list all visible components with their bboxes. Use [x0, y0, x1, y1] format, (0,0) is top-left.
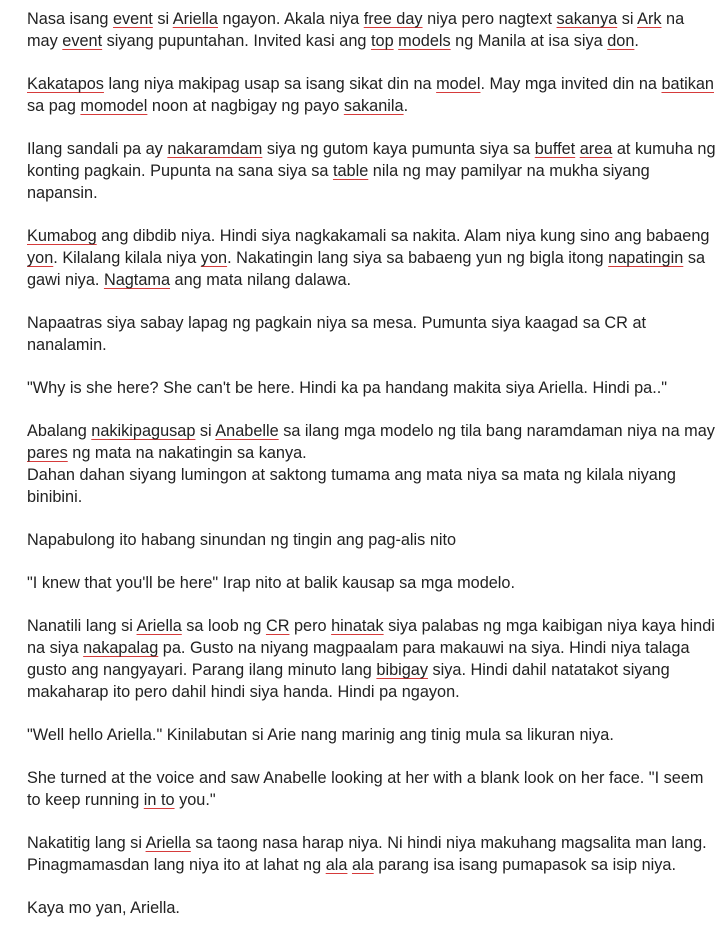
text-run: . — [634, 32, 639, 50]
text-line — [27, 659, 707, 681]
spellcheck-flagged-word: Ark — [637, 10, 662, 28]
text-line — [27, 420, 715, 442]
text-run: lang niya makipag usap sa isang sikat din na — [103, 75, 437, 93]
text-run: Ilang sandali pa ay — [27, 140, 168, 158]
text-line — [27, 138, 716, 160]
text-line — [27, 442, 707, 464]
story-paragraph — [27, 8, 707, 52]
text-run: "Why is she here? She can't be here. Hindi ka pa handang makita siya Ariella. Hindi pa.." — [27, 379, 668, 397]
story-paragraph — [27, 832, 707, 876]
text-run: "I knew that you'll be here" Irap nito at balik kausap sa mga modelo. — [27, 574, 516, 592]
spellcheck-flagged-word: napatingin — [608, 249, 684, 267]
text-run: pero — [289, 617, 332, 635]
text-run: Pinagmamasdan lang niya ito at lahat ng — [27, 856, 326, 874]
spellcheck-flagged-word: ala — [325, 856, 348, 874]
spellcheck-flagged-word: hinatak — [331, 617, 384, 635]
text-run: siya ng gutom kaya pumunta siya sa — [262, 140, 535, 158]
text-line — [27, 160, 707, 182]
spellcheck-flagged-word: buffet — [534, 140, 576, 158]
spellcheck-flagged-word: area — [579, 140, 613, 158]
spellcheck-flagged-word: top — [370, 32, 394, 50]
spellcheck-flagged-word: model — [436, 75, 481, 93]
text-run: na — [661, 10, 685, 28]
text-run: napansin. — [27, 184, 98, 202]
spellcheck-flagged-word: bibigay — [376, 661, 428, 679]
spellcheck-flagged-word: nakikipagusap — [91, 422, 196, 440]
text-run: noon at nagbigay ng payo — [147, 97, 344, 115]
text-run: gawi niya. — [27, 271, 104, 289]
text-line — [27, 95, 707, 117]
text-run: sa — [683, 249, 706, 267]
text-line — [27, 832, 707, 854]
spellcheck-flagged-word: event — [62, 32, 103, 50]
story-paragraph — [27, 615, 715, 703]
text-run: ang dibdib niya. Hindi siya nagkakamali sa nakita. Alam niya kung sino ang babaeng — [96, 227, 710, 245]
text-run: binibini. — [27, 488, 83, 506]
spellcheck-flagged-word: don — [607, 32, 635, 50]
text-run: siya palabas ng mga kaibigan niya kaya hindi — [383, 617, 715, 635]
spellcheck-flagged-word: Anabelle — [215, 422, 279, 440]
spellcheck-flagged-word: ala — [351, 856, 374, 874]
text-run: Dahan dahan siyang lumingon at saktong tumama ang mata niya sa mata ng kilala niyang — [27, 466, 676, 484]
text-run: ng mata na nakatingin sa kanya. — [67, 444, 307, 462]
text-line — [27, 334, 707, 356]
text-line — [27, 897, 707, 919]
text-run: sa ilang mga modelo ng tila bang naramdaman niya na may — [278, 422, 715, 440]
text-run: si — [617, 10, 638, 28]
text-line — [27, 8, 707, 30]
text-line — [27, 30, 707, 52]
text-run: . May mga invited din na — [480, 75, 662, 93]
text-run: makaharap ito pero dahil hindi siya handa. Hindi pa ngayon. — [27, 683, 460, 701]
spellcheck-flagged-word: Ariella — [172, 10, 218, 28]
spellcheck-flagged-word: Ariella — [136, 617, 182, 635]
text-run: konting pagkain. Pupunta na sana siya sa — [27, 162, 333, 180]
spellcheck-flagged-word: Nagtama — [103, 271, 171, 289]
text-line — [27, 182, 707, 204]
spellcheck-flagged-word: nakaramdam — [167, 140, 263, 158]
spellcheck-flagged-word: pares — [27, 444, 68, 462]
text-run: . Nakatingin lang siya sa babaeng yun ng bigla itong — [227, 249, 609, 267]
spellcheck-flagged-word: momodel — [80, 97, 148, 115]
text-run: at kumuha ng — [612, 140, 716, 158]
text-run: . — [403, 97, 409, 115]
text-run: you." — [174, 791, 216, 809]
text-line — [27, 269, 707, 291]
text-run: Nanatili lang si — [27, 617, 137, 635]
spellcheck-flagged-word: Kumabog — [27, 227, 97, 245]
spellcheck-flagged-word: table — [332, 162, 369, 180]
text-run: nila ng may pamilyar na mukha siyang — [368, 162, 650, 180]
text-run: to keep running — [27, 791, 144, 809]
story-paragraph — [27, 138, 716, 204]
text-run: Nakatitig lang si — [27, 834, 146, 852]
text-run: siya. Hindi dahil natatakot siyang — [428, 661, 670, 679]
text-line — [27, 377, 707, 399]
spellcheck-flagged-word: batikan — [661, 75, 714, 93]
text-run: parang isa isang pumapasok sa isip niya. — [373, 856, 676, 874]
text-line — [27, 572, 707, 594]
spellcheck-flagged-word: sakanila — [343, 97, 404, 115]
text-line — [27, 486, 707, 508]
text-run: Kaya mo yan, Ariella. — [27, 899, 180, 917]
story-paragraph — [27, 724, 707, 746]
text-run: "Well hello Ariella." Kinilabutan si Arie nang marinig ang tinig mula sa likuran niya. — [27, 726, 614, 744]
story-paragraph — [27, 572, 707, 594]
text-line — [27, 681, 707, 703]
text-line — [27, 789, 707, 811]
spellcheck-flagged-word: CR — [265, 617, 290, 635]
spellcheck-flagged-word: yon — [200, 249, 228, 267]
text-line — [27, 529, 707, 551]
story-text-body — [27, 8, 716, 940]
story-paragraph — [27, 312, 707, 356]
text-run: nanalamin. — [27, 336, 107, 354]
spellcheck-flagged-word: free day — [363, 10, 423, 28]
text-run: pa. Gusto na niyang magpaalam para makauwi na siya. Hindi niya talaga — [158, 639, 690, 657]
spellcheck-flagged-word: event — [112, 10, 153, 28]
spellcheck-flagged-word: models — [398, 32, 451, 50]
text-run: na siya — [27, 639, 84, 657]
text-line — [27, 767, 707, 789]
text-line — [27, 312, 707, 334]
text-run: Abalang — [27, 422, 92, 440]
text-run: si — [152, 10, 173, 28]
text-run: sa pag — [27, 97, 81, 115]
text-run: She turned at the voice and saw Anabelle looking at her with a blank look on her face. "I seem — [27, 769, 704, 787]
spellcheck-flagged-word: yon — [27, 249, 54, 267]
text-line — [27, 854, 707, 876]
text-line — [27, 724, 707, 746]
text-line — [27, 73, 714, 95]
text-run: siyang pupuntahan. Invited kasi ang — [102, 32, 371, 50]
spellcheck-flagged-word: Kakatapos — [27, 75, 104, 93]
story-paragraph — [27, 420, 715, 508]
story-paragraph — [27, 225, 710, 291]
text-line — [27, 615, 715, 637]
text-run: gusto ang nangyayari. Parang ilang minuto lang — [27, 661, 377, 679]
text-run: niya pero nagtext — [422, 10, 557, 28]
text-run: ang mata nilang dalawa. — [170, 271, 352, 289]
spellcheck-flagged-word: sakanya — [556, 10, 618, 28]
spellcheck-flagged-word: Ariella — [145, 834, 191, 852]
text-line — [27, 637, 707, 659]
story-paragraph — [27, 529, 707, 551]
spellcheck-flagged-word: nakapalag — [83, 639, 159, 657]
story-paragraph — [27, 377, 707, 399]
text-line — [27, 464, 707, 486]
text-run: si — [195, 422, 216, 440]
text-run: sa taong nasa harap niya. Ni hindi niya makuhang magsalita man lang. — [190, 834, 707, 852]
spellcheck-flagged-word: in to — [143, 791, 175, 809]
text-run: Napabulong ito habang sinundan ng tingin ang pag-alis nito — [27, 531, 457, 549]
text-run: Napaatras siya sabay lapag ng pagkain niya sa mesa. Pumunta siya kaagad sa CR at — [27, 314, 647, 332]
text-run: ng Manila at isa siya — [450, 32, 608, 50]
text-run: ngayon. Akala niya — [217, 10, 364, 28]
text-run: . Kilalang kilala niya — [53, 249, 201, 267]
text-run: Nasa isang — [27, 10, 113, 28]
story-paragraph — [27, 897, 707, 919]
story-paragraph — [27, 73, 714, 117]
text-line — [27, 247, 707, 269]
text-line — [27, 225, 710, 247]
story-paragraph — [27, 767, 707, 811]
text-run: may — [27, 32, 63, 50]
text-run: sa loob ng — [181, 617, 266, 635]
